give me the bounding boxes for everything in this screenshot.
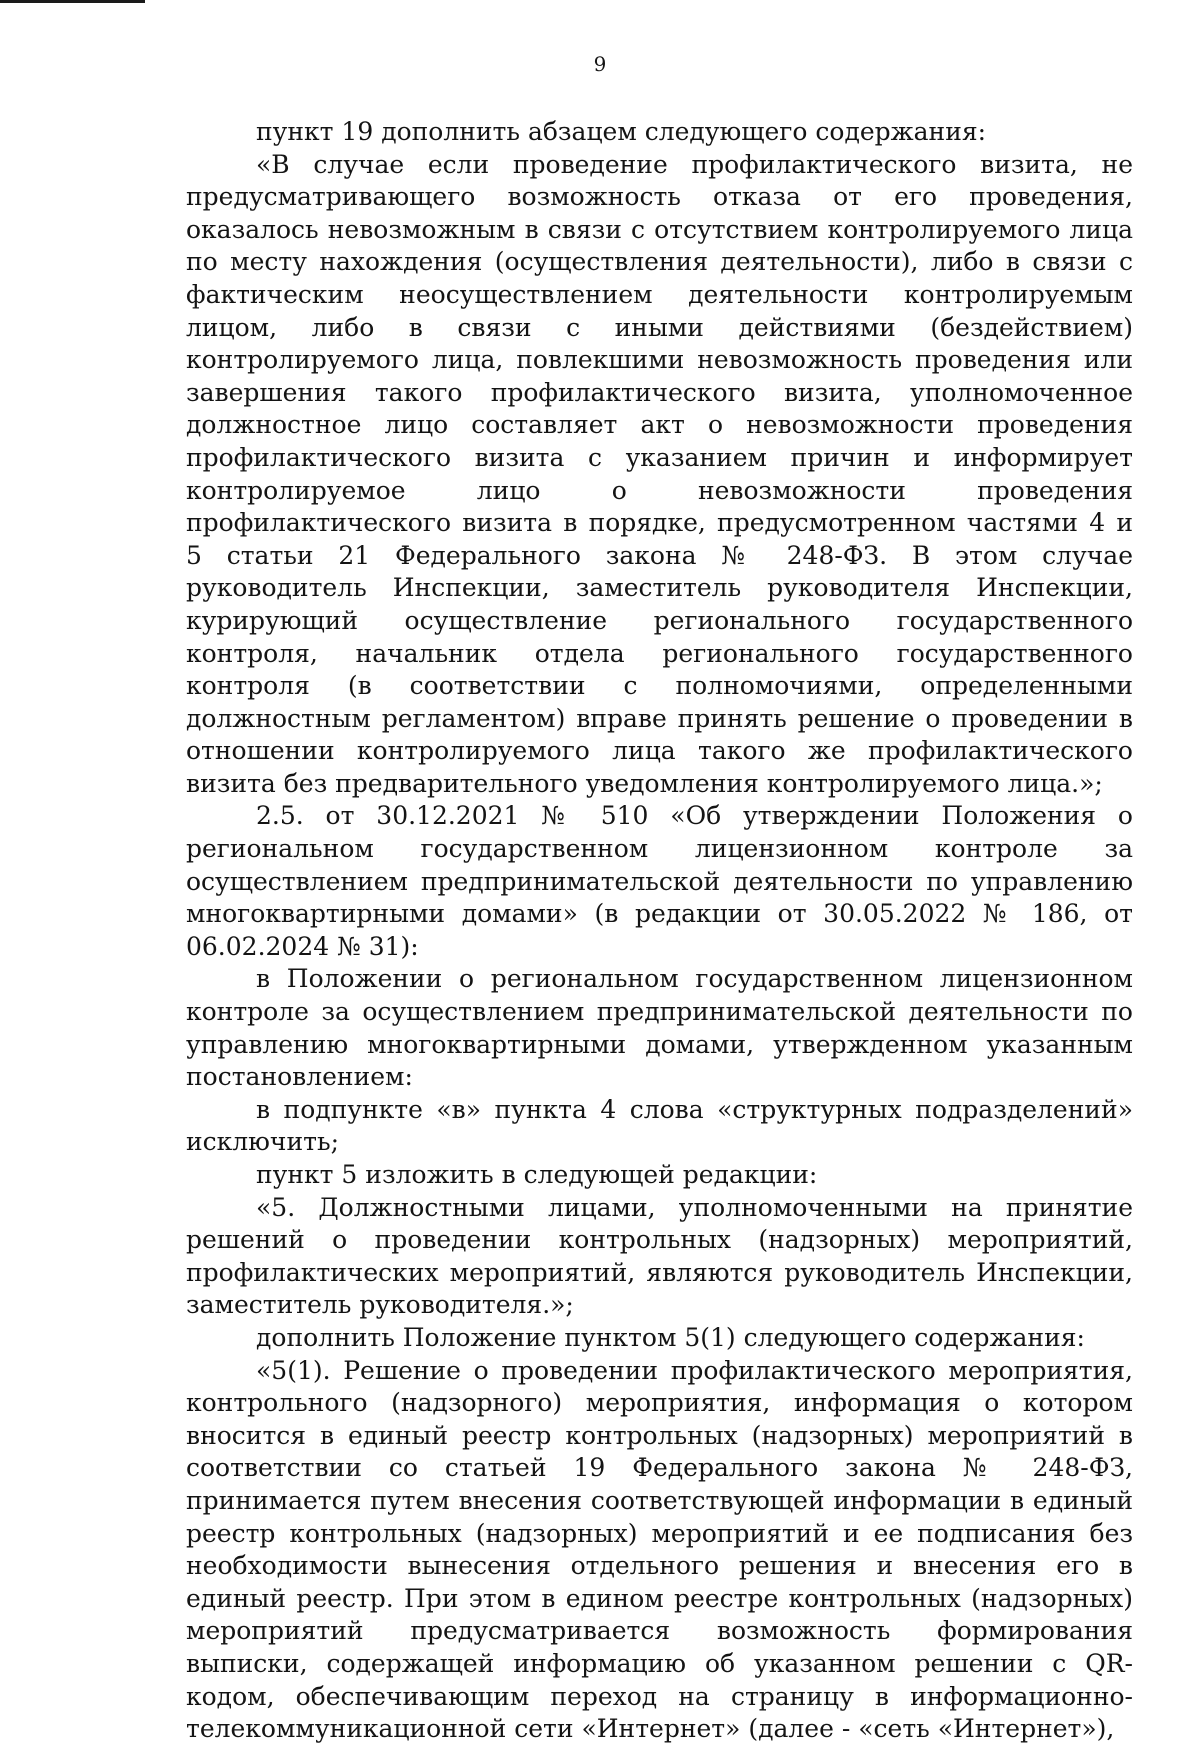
page-number: 9 [593, 52, 607, 76]
paragraph-3: 2.5. от 30.12.2021 № 510 «Об утверждении Положения о региональном государственном лицензионном контроле за осуществлением предпринимательской деятельности по управлению многоквартирными домами» (в редакции от 30.05.2022 № 186, от 06.02.2024 № 31): [186, 801, 1133, 961]
paragraph-2: «В случае если проведение профилактического визита, не предусматривающего возможность отказа от его проведения, оказалось невозможным в связи с отсутствием контролируемого лица по месту нахождения (осуществления деятельности), либо в связи с фактическим неосуществлением деятельности контролируемым лицом, либо в связи с иными действиями (бездействием) контролируемого лица, повлекшими невозможность проведения или завершения такого профилактического визита, уполномоченное должностное лицо составляет акт о невозможности проведения профилактического визита с указанием причин и информирует контролируемое лицо о невозможности проведения профилактического визита в порядке, предусмотренном частями 4 и 5 статьи 21 Федерального закона № 248-ФЗ. В этом случае руководитель Инспекции, заместитель руководителя Инспекции, курирующий осуществление регионального государственного контроля, начальник отдела регионального государственного контроля (в соответствии с полномочиями, определенными должностным регламентом) вправе принять решение о проведении в отношении контролируемого лица такого же профилактического визита без предварительного уведомления контролируемого лица.»; [186, 149, 1133, 798]
paragraph-1: пункт 19 дополнить абзацем следующего содержания: [256, 117, 987, 146]
paragraph-8: дополнить Положение пунктом 5(1) следующего содержания: [256, 1322, 1085, 1352]
paragraph-5: в подпункте «в» пункта 4 слова «структурных подразделений» исключить; [186, 1094, 1133, 1157]
paragraph-6: пункт 5 изложить в следующей редакции: [256, 1160, 818, 1189]
paragraph-7: «5. Должностными лицами, уполномоченными на принятие решений о проведении контрольных (надзорных) мероприятий, профилактических мероприятий, являются руководитель Инспекции, заместитель руководителя.»; [186, 1192, 1133, 1320]
paragraph-9: «5(1). Решение о проведении профилактического мероприятия, контрольного (надзорного) мероприятия, информация о котором вносится в единый реестр контрольных (надзорных) мероприятий в соответствии со статьей 19 Федерального закона № 248-ФЗ, принимается путем внесения соответствующей информации в единый реестр контрольных (надзорных) мероприятий и ее подписания без необходимости вынесения отдельного решения и внесения его в единый реестр. При этом в едином реестре контрольных (надзорных) мероприятий предусматривается возможность формирования выписки, содержащей информацию об указанном решении с QR-кодом, обеспечивающим переход на страницу в информационно-телекоммуникационной сети «Интернет» (далее - «сеть «Интернет»), [186, 1355, 1133, 1744]
paragraph-4: в Положении о региональном государственном лицензионном контроле за осуществлением предпринимательской деятельности по управлению многоквартирными домами, утвержденном указанным постановлением: [186, 964, 1133, 1092]
document-body [186, 116, 1133, 1746]
scan-corner-mark [0, 0, 145, 3]
